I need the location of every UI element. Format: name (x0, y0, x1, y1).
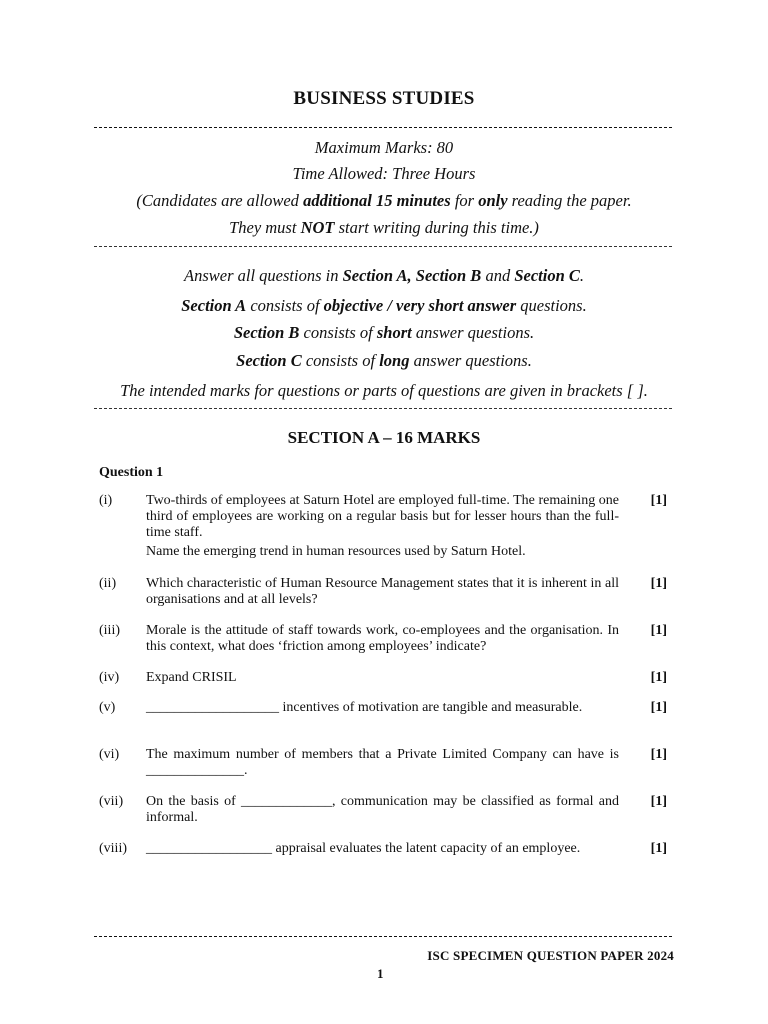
section-a-title: SECTION A – 16 MARKS (287, 428, 481, 447)
question-item-text: Morale is the attitude of staff towards work, co-employees and the organisation. In this context, what does ‘friction among employees’ indicate? (146, 623, 619, 654)
question-item-marks: [1] (650, 623, 667, 638)
question-item-text: The maximum number of members that a Private Limited Company can have is ______________. (146, 747, 619, 778)
question-item-marks: [1] (650, 576, 667, 591)
question-item-subtext: Name the emerging trend in human resources used by Saturn Hotel. (146, 544, 526, 559)
divider-footer (94, 936, 672, 937)
question-item-number: (iii) (99, 623, 120, 638)
question-item-number: (vi) (99, 747, 120, 762)
question-item-number: (iv) (99, 670, 120, 685)
page-number: 1 (377, 966, 384, 981)
question-item-text: Two-thirds of employees at Saturn Hotel are employed full-time. The remaining one third of employees are working on a regular basis but for lesser hours than the full-time staff. Name the emerging trend in human resources used by Saturn Hotel. (146, 493, 619, 559)
question-item-marks: [1] (650, 700, 667, 715)
instruction-section-c: Section C consists of long answer questions. (236, 351, 532, 370)
question-item-marks: [1] (650, 841, 667, 856)
question-item-number: (vii) (99, 794, 124, 809)
reading-note-line-2: They must NOT start writing during this time.) (229, 218, 539, 237)
paper-title: BUSINESS STUDIES (293, 88, 475, 109)
instruction-section-b: Section B consists of short answer questions. (233, 323, 535, 342)
question-item-number: (ii) (99, 576, 117, 591)
time-allowed: Time Allowed: Three Hours (292, 164, 476, 183)
question-item-text: Expand CRISIL (146, 670, 237, 685)
question-item-number: (viii) (99, 841, 127, 856)
question-item-number: (v) (99, 700, 116, 715)
question-item-marks: [1] (650, 794, 667, 809)
paper-code: ISC SPECIMEN QUESTION PAPER 2024 (427, 948, 674, 963)
question-item-number: (i) (99, 493, 113, 508)
question-item-text: On the basis of _____________, communication may be classified as formal and informal. (146, 794, 619, 825)
question-item-text: ___________________ incentives of motivation are tangible and measurable. (146, 700, 583, 715)
question-item-marks: [1] (650, 670, 667, 685)
instruction-answer-all: Answer all questions in Section A, Section B and Section C. (183, 266, 585, 285)
divider-top (94, 127, 672, 128)
instruction-section-a: Section A consists of objective / very short answer questions. (181, 296, 587, 315)
question-item-text: __________________ appraisal evaluates the latent capacity of an employee. (146, 841, 581, 856)
instruction-marks-note: The intended marks for questions or parts of questions are given in brackets [ ]. (120, 381, 648, 400)
divider-instructions-top (94, 246, 672, 247)
divider-instructions-bottom (94, 408, 672, 409)
question-item-text: Which characteristic of Human Resource Management states that it is inherent in all organisations and at all levels? (146, 576, 619, 607)
question-item-marks: [1] (650, 493, 667, 508)
maximum-marks: Maximum Marks: 80 (314, 138, 454, 157)
question-item-marks: [1] (650, 747, 667, 762)
reading-note-line-1: (Candidates are allowed additional 15 minutes for only reading the paper. (136, 191, 632, 210)
question-label: Question 1 (99, 465, 164, 480)
